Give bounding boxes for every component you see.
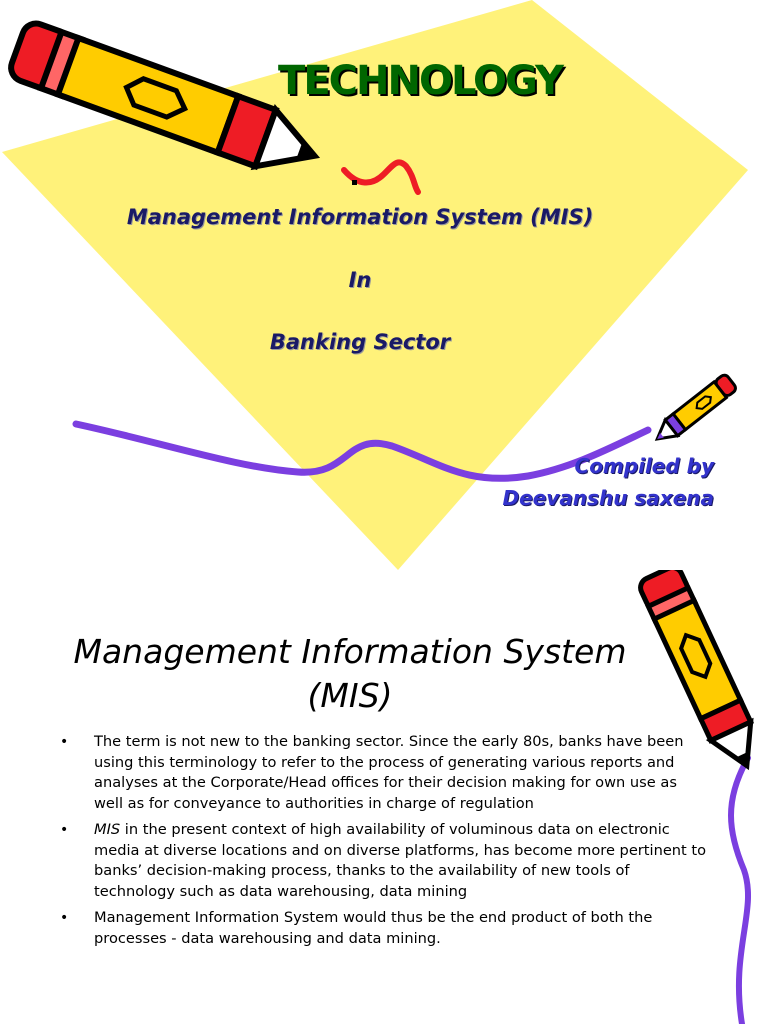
small-pencil-icon [651, 373, 737, 447]
bullet-item [60, 820, 710, 902]
bullet-item [60, 732, 710, 814]
bullet-text: The term is not new to the banking sector. Since the early 80s, banks have been using this terminology to refer to the process of generating various reports and analyses at the Corporate/Head offices for their decision making for own use as well as for conveyance to authorities in charge of regulation [94, 733, 684, 812]
bullet-text: in the present context of high availability of voluminous data on electronic media at diverse locations and on diverse platforms, has become more pertinent to banks’ decision-making process, thanks to the availability of new tools of technology such as data warehousing, data mining [94, 821, 707, 900]
subtitle-line-3: Banking Sector [269, 330, 451, 354]
subtitle-line-1: Management Information System (MIS) [126, 205, 594, 229]
purple-curve [731, 758, 748, 1024]
bullet-item [60, 908, 710, 949]
slide-heading: Management Information System (MIS) [73, 632, 627, 715]
bullet-lead-term: MIS [94, 821, 121, 838]
credit-line-1: Compiled by [574, 454, 714, 478]
bullet-dot-icon: • [60, 734, 69, 750]
bullet-text: Management Information System would thus be the end product of both the processes - data warehousing and data mining. [94, 909, 653, 947]
bullet-dot-icon: • [60, 822, 69, 838]
bullet-dot-icon: • [60, 910, 69, 926]
slide-title: TECHNOLOGY [278, 58, 562, 104]
credit-author: Deevanshu saxena [502, 486, 714, 510]
content-slide [0, 570, 768, 1024]
bullet-list [60, 732, 710, 955]
subtitle-line-2: In [348, 268, 372, 292]
